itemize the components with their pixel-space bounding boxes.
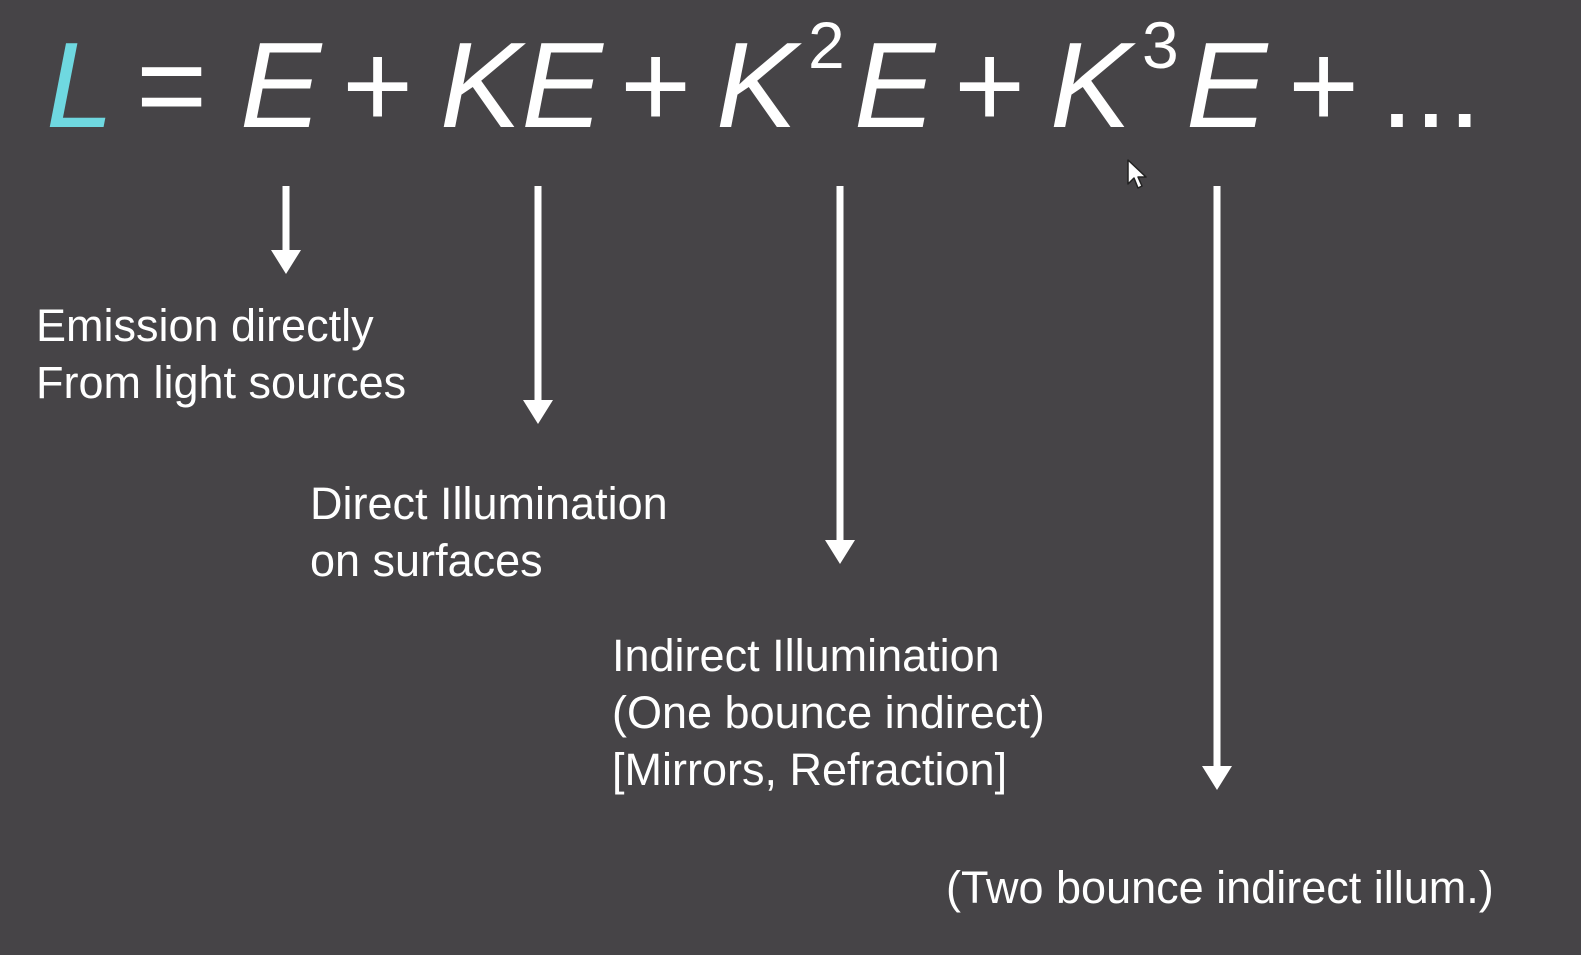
label-two-bounce xyxy=(946,859,1494,916)
equation-lhs-radiance: L xyxy=(46,17,114,153)
equation-equals-sign: = xyxy=(136,17,208,153)
arrow-emission xyxy=(271,186,301,274)
equation-term-k-cubed-e: E xyxy=(1186,17,1268,153)
arrow-two-bounce xyxy=(1202,186,1232,790)
label-two-bounce-line1: (Two bounce indirect illum.) xyxy=(946,862,1494,913)
equation-term-ke: KE xyxy=(440,17,603,153)
label-indirect-line1: Indirect Illumination xyxy=(612,630,1000,681)
equation-plus-sign: + xyxy=(1288,17,1360,153)
label-direct-line1: Direct Illumination xyxy=(310,478,668,529)
label-indirect-line2: (One bounce indirect) xyxy=(612,687,1045,738)
equation-plus-sign: + xyxy=(954,17,1026,153)
equation-exponent-2: 2 xyxy=(808,8,845,82)
equation-term-k-cubed: K xyxy=(1050,17,1132,153)
mouse-cursor-icon xyxy=(1128,160,1146,188)
arrow-indirect-illumination xyxy=(825,186,855,564)
label-emission xyxy=(36,297,406,411)
equation-plus-sign: + xyxy=(342,17,414,153)
label-direct-illumination xyxy=(310,475,668,589)
label-indirect-illumination xyxy=(612,627,1045,798)
equation-ellipsis: ... xyxy=(1380,17,1482,153)
equation-term-emission: E xyxy=(240,17,322,153)
label-emission-line2: From light sources xyxy=(36,357,407,408)
label-emission-line1: Emission directly xyxy=(36,300,374,351)
label-indirect-line3: [Mirrors, Refraction] xyxy=(612,744,1008,795)
equation-exponent-3: 3 xyxy=(1142,8,1179,82)
label-direct-line2: on surfaces xyxy=(310,535,543,586)
equation-plus-sign: + xyxy=(620,17,692,153)
arrow-direct-illumination xyxy=(523,186,553,424)
equation-term-k-squared-e: E xyxy=(854,17,936,153)
equation-term-k-squared: K xyxy=(716,17,798,153)
